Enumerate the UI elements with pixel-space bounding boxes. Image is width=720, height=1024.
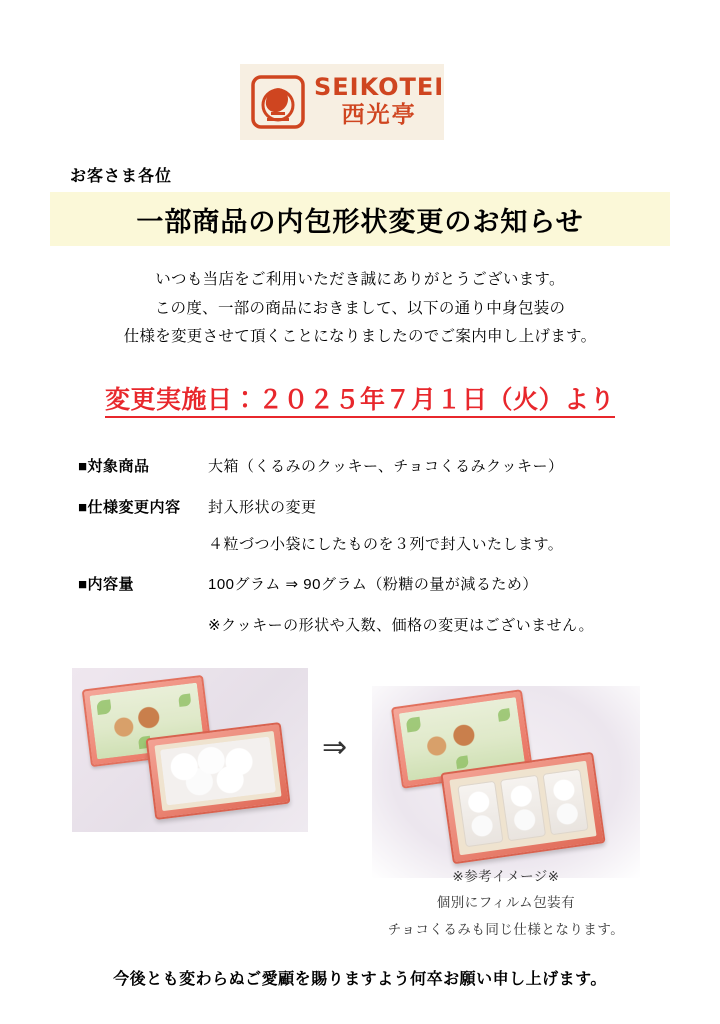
cookie-pouch <box>500 775 546 842</box>
effective-date <box>0 380 720 416</box>
photo-before <box>72 668 308 832</box>
logo-brand-en: SEIKOTEI <box>314 73 445 102</box>
photo-caption <box>372 864 640 943</box>
comparison-photos <box>0 668 720 937</box>
pouch-row <box>457 769 588 848</box>
intro-line-2: この度、一部の商品におきまして、以下の通り中身包装の <box>154 299 566 317</box>
detail-value: 100グラム ⇒ 90グラム（粉糖の量が減るため） <box>208 576 538 593</box>
box-base-after <box>440 752 605 865</box>
detail-sub-text: ４粒づつ小袋にしたものを３列で封入いたします。 <box>208 536 564 553</box>
cookie-pile-loose <box>160 737 276 806</box>
title-banner <box>50 192 670 246</box>
logo-wordmark <box>314 75 444 129</box>
caption-line-3: チョコくるみも同じ仕様となります。 <box>387 921 625 937</box>
detail-label: ■内容量 <box>78 576 135 593</box>
box-base-before <box>146 722 291 820</box>
transition-arrow: ⇒ <box>322 731 348 764</box>
detail-label: ■仕様変更内容 <box>78 499 181 516</box>
cookie-pouch <box>457 781 503 848</box>
detail-label: ■対象商品 <box>78 458 150 475</box>
detail-value: 大箱（くるみのクッキー、チョコくるみクッキー） <box>208 458 564 475</box>
photo-after <box>372 686 640 878</box>
detail-list <box>78 455 658 638</box>
closing-statement: 今後とも変わらぬご愛顧を賜りますよう何卒お願い申し上げます。 <box>113 971 607 988</box>
logo-brand-jp: 西光亭 <box>341 101 417 128</box>
detail-row-target-products <box>78 455 658 479</box>
intro-line-3: 仕様を変更させて頂くことになりましたのでご案内申し上げます。 <box>123 328 597 346</box>
company-logo <box>240 64 444 140</box>
detail-value: 封入形状の変更 <box>208 499 317 516</box>
intro-paragraph <box>0 266 720 352</box>
intro-line-1: いつも当店をご利用いただき誠にありがとうございます。 <box>155 271 565 288</box>
caption-line-2: 個別にフィルム包装有 <box>436 895 576 911</box>
addressee: お客さま各位 <box>70 168 173 185</box>
detail-row-net-weight <box>78 573 658 597</box>
squirrel-in-shield-icon <box>250 74 306 130</box>
inner-tray <box>154 731 281 811</box>
caption-line-1: ※参考イメージ※ <box>452 869 560 884</box>
detail-row-change-content <box>78 496 658 520</box>
effective-date-text: 変更実施日：２０２５年７月１日（火）より <box>105 386 615 418</box>
cookie-pouch <box>542 769 588 836</box>
page-title: 一部商品の内包形状変更のお知らせ <box>136 206 584 237</box>
inner-tray <box>449 761 596 855</box>
detail-note-text: ※クッキーの形状や入数、価格の変更はございません。 <box>208 617 594 634</box>
